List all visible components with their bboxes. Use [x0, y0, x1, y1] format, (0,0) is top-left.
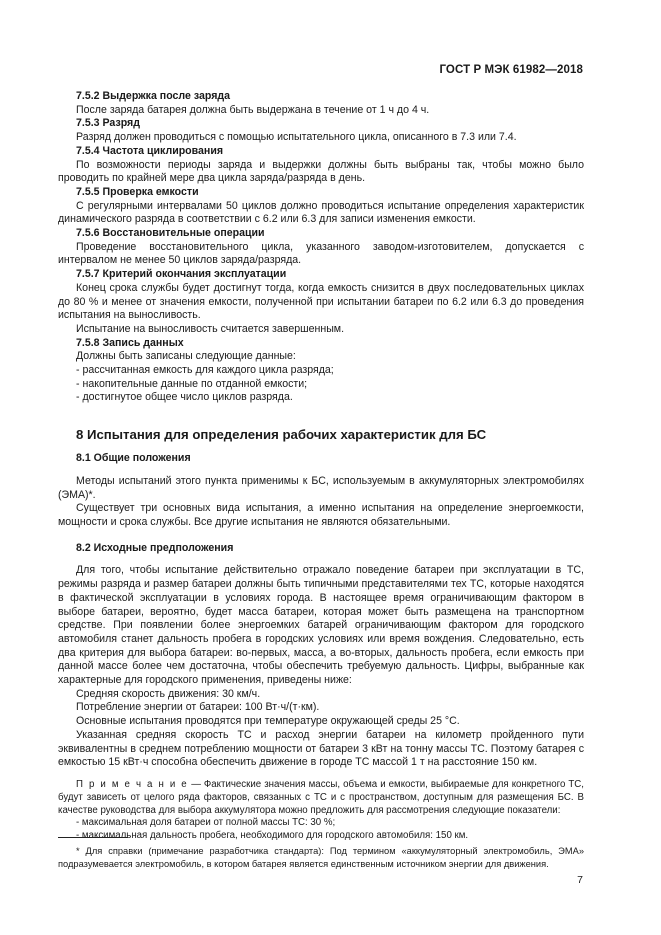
text-8-1-p1: Методы испытаний этого пункта применимы к БС, используемым в аккумуляторных электромобилях (ЭМА)*. — [58, 474, 584, 501]
text-8-2-p1: Для того, чтобы испытание действительно отражало поведение батареи при эксплуатации в ТС, режимы разряда и размер батареи должны быть типичными представителями тех ТС, которые находятся в фактической эксплуатации в условиях города. В настоящее время ограничивающим фактором в выборе батареи, вероятно, будет масса батареи, которая может быть размещена на транспортном средстве. При появлении более энергоемких батарей ограничивающим фактором для городского автомобиля станет дальность пробега в городских условиях или время вождения. Следовательно, есть два критерия для выбора батареи: во-первых, масса, а во-вторых, дальность пробега, если емкость при данной массе более чем достаточна, чтобы обеспечить требуемую дальность. Цифры, выбранные как характерные для городского применения, приведены ниже: — [58, 564, 584, 687]
text-7-5-6: Проведение восстановительного цикла, указанного заводом-изготовителем, допускается с интервалом не менее 50 циклов заряда/разряда. — [58, 240, 584, 267]
heading-8-1: 8.1 Общие положения — [76, 452, 191, 465]
heading-7-5-2: 7.5.2 Выдержка после заряда — [76, 90, 230, 102]
section-8-title: 8 Испытания для определения рабочих характеристик для БС — [76, 427, 487, 443]
heading-7-5-6: 7.5.6 Восстановительные операции — [76, 227, 265, 240]
text-8-2-p4: Основные испытания проводятся при температуре окружающей среды 25 °С. — [76, 715, 460, 728]
note-label: П р и м е ч а н и е — [76, 778, 189, 790]
list-item: - достигнутое общее число циклов разряда. — [76, 391, 293, 404]
text-8-2-p3: Потребление энергии от батареи: 100 Вт·ч/(т·км). — [76, 701, 320, 714]
text-7-5-7-a: Конец срока службы будет достигнут тогда, когда емкость снизится в двух последовательных циклах до 80 % и менее от значения емкости, полученной при испытании батареи по 6.2 или 6.3 до проведения испытания на выносливость. — [58, 281, 584, 322]
heading-7-5-3: 7.5.3 Разряд — [76, 117, 140, 130]
text-8-1-p2: Существует три основных вида испытания, а именно испытания на определение энергоемкости, мощности и срока службы. Все другие испытания не являются обязательными. — [58, 502, 584, 528]
heading-7-5-8: 7.5.8 Запись данных — [76, 336, 184, 349]
heading-7-5-5: 7.5.5 Проверка емкости — [76, 185, 199, 198]
standard-header: ГОСТ Р МЭК 61982—2018 — [439, 64, 583, 76]
text-7-5-4: По возможности периоды заряда и выдержки должны быть выбраны так, чтобы можно было проводить по крайней мере два цикла заряда/разряда в день. — [58, 158, 584, 185]
footnote-divider — [58, 837, 128, 838]
text-8-2-p5: Указанная средняя скорость ТС и расход энергии батареи на километр пройденного пути эквивалентны в среднем потреблению мощности от батареи 3 кВт на тонну массы ТС. Поэтому батарея с емкостью 15 кВт·ч способна обеспечить движение в городе ТС массой 1 т на расстояние 150 км. — [58, 728, 584, 769]
heading-7-5-4: 7.5.4 Частота циклирования — [76, 144, 224, 157]
text-7-5-8-intro: Должны быть записаны следующие данные: — [76, 350, 296, 363]
page-content — [58, 90, 584, 843]
list-item: - рассчитанная емкость для каждого цикла разряда; — [76, 364, 334, 377]
page-number: 7 — [577, 874, 583, 886]
text-8-2-p2: Средняя скорость движения: 30 км/ч. — [76, 687, 261, 700]
heading-8-2: 8.2 Исходные предположения — [76, 541, 234, 554]
list-item: - накопительные данные по отданной емкости; — [76, 377, 308, 390]
note-list-item: - максимальная доля батареи от полной массы ТС: 30 %; — [76, 817, 336, 829]
note-paragraph — [58, 779, 584, 817]
heading-7-5-7: 7.5.7 Критерий окончания эксплуатации — [76, 268, 287, 281]
text-7-5-7-b: Испытание на выносливость считается завершенным. — [76, 322, 345, 335]
text-7-5-3: Разряд должен проводиться с помощью испытательного цикла, описанного в 7.3 или 7.4. — [76, 131, 517, 144]
footnote: * Для справки (примечание разработчика стандарта): Под термином «аккумуляторный электромобиль, ЭМА» подразумевается электромобиль, в котором батарея является единственным источником энергии для движения. — [58, 846, 584, 869]
note-text: — Фактические значения массы, объема и емкости, выбираемые для конкретного ТС, будут зависеть от целого ряда факторов, связанных с ТС и с пространством, доступным для размещения БС. В качестве руководства для выбора аккумулятора можно предложить для рассмотрения следующие показатели: — [58, 778, 584, 816]
text-7-5-2: После заряда батарея должна быть выдержана в течение от 1 ч до 4 ч. — [76, 103, 430, 116]
note-list-item: - максимальная дальность пробега, необходимого для городского автомобиля: 150 км. — [76, 830, 469, 842]
text-7-5-5: С регулярными интервалами 50 циклов должно проводиться испытание определения характеристик динамического разряда в соответствии с 6.2 или 6.3 для записи изменения емкости. — [58, 199, 584, 226]
